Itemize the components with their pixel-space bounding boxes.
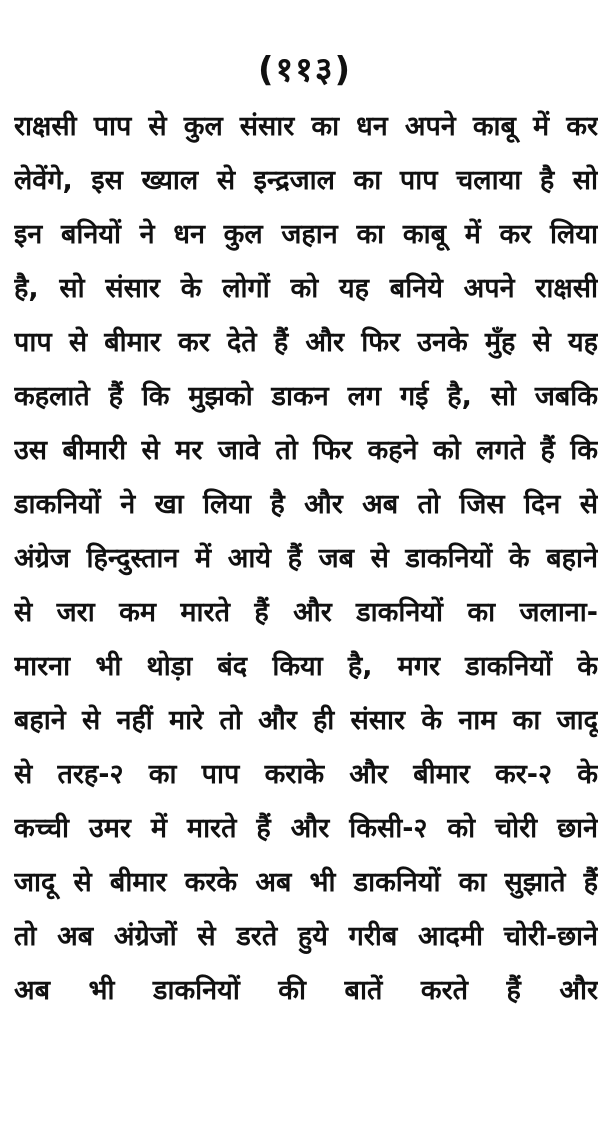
- text-line: लेवेंगे, इस ख्याल से इन्द्रजाल का पाप चलाया है सो: [14, 165, 598, 196]
- text-line: इन बनियों ने धन कुल जहान का काबू में कर लिया: [14, 219, 598, 250]
- text-line: जादू से बीमार करके अब भी डाकनियों का सुझाते हैं: [14, 867, 598, 898]
- body-text: [14, 100, 598, 1018]
- text-line: डाकनियों ने खा लिया है और अब तो जिस दिन से: [14, 489, 598, 520]
- text-line: राक्षसी पाप से कुल संसार का धन अपने काबू में कर: [14, 111, 598, 142]
- text-line: कहलाते हैं कि मुझको डाकन लग गई है, सो जबकि: [14, 381, 598, 412]
- text-line: है, सो संसार के लोगों को यह बनिये अपने राक्षसी: [14, 273, 598, 304]
- text-line: बहाने से नहीं मारे तो और ही संसार के नाम का जादू: [14, 705, 598, 736]
- text-line: उस बीमारी से मर जावे तो फिर कहने को लगते हैं कि: [14, 435, 598, 466]
- text-line: मारना भी थोड़ा बंद किया है, मगर डाकनियों के: [14, 651, 598, 682]
- text-line: कच्ची उमर में मारते हैं और किसी-२ को चोरी छाने: [14, 813, 598, 844]
- text-line: से तरह-२ का पाप कराके और बीमार कर-२ के: [14, 759, 598, 790]
- text-line: अब भी डाकनियों की बातें करते हैं और: [14, 975, 598, 1006]
- text-line: तो अब अंग्रेजों से डरते हुये गरीब आदमी चोरी-छाने: [14, 921, 598, 952]
- text-line: पाप से बीमार कर देते हैं और फिर उनके मुँह से यह: [14, 327, 598, 358]
- text-line: अंग्रेज हिन्दुस्तान में आये हैं जब से डाकनियों के बहाने: [14, 543, 598, 574]
- text-line: से जरा कम मारते हैं और डाकनियों का जलाना-: [14, 597, 598, 628]
- page-number: (११३): [257, 50, 353, 90]
